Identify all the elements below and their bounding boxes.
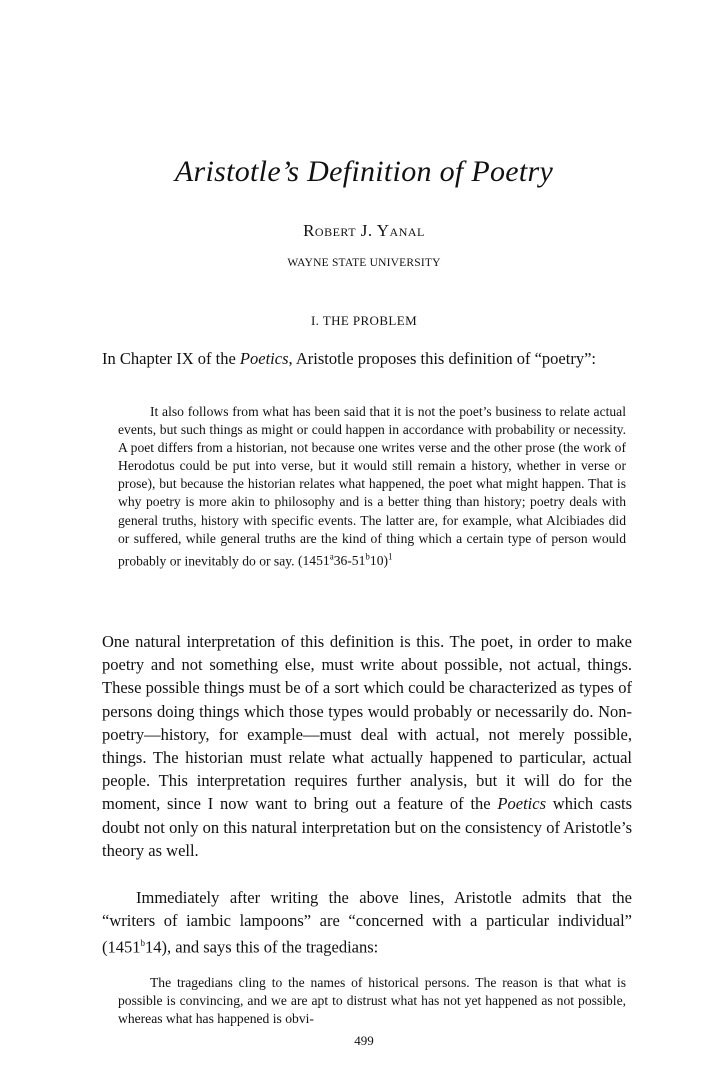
section-heading: I. THE PROBLEM — [310, 313, 418, 328]
footnote-marker: 1 — [388, 551, 393, 562]
article-author: Robert J. Yanal — [303, 221, 425, 240]
poetics-title: Poetics — [497, 794, 546, 814]
article-title: Aristotle’s Definition of Poetry — [174, 155, 554, 188]
intro-paragraph — [102, 347, 632, 370]
citation: $(1451^a36-51^b10)^1$ — [297, 551, 393, 569]
body-paragraph-interpretation: One natural interpretation of this definition is this. The poet, in order to make poetry and not something else, must write about possible, not actual, things. These possible things must be of a sort which could be characterized as types of persons doing things which those types would probably or necessarily do. Non-poetry—history, for example—must deal with actual, not merely possible, things. The historian must relate what actually happened to particular, actual people. This interpretation requires further analysis, but it will do for the moment, since I now want to bring out a feature of the Poetics which casts doubt not only on this natural interpretation but on the consistency of Aristotle’s theory as well. — [102, 632, 632, 860]
page-number: 499 — [354, 1033, 374, 1048]
block-quote-poetics — [118, 403, 626, 570]
intro-text-end: , Aristotle proposes this definition of “poetry”: — [288, 349, 596, 368]
block-quote-tragedians: The tragedians cling to the names of historical persons. The reason is that what is possible is convincing, and we are apt to distrust what has not yet happened as not possible, whereas what has happened is obvi- — [118, 975, 626, 1027]
intro-text: In Chapter IX of the — [102, 349, 240, 368]
author-affiliation: WAYNE STATE UNIVERSITY — [287, 257, 441, 269]
poetics-title: Poetics — [239, 349, 289, 368]
body-paragraph-lampoons: Immediately after writing the above lines, Aristotle admits that the “writers of iambic lampoons” are “concerned with a particular individual” (1451$^b$14), and says this of the tragedians: — [102, 888, 632, 957]
quote-text: It also follows from what has been said that it is not the poet’s business to relate actual events, but such things as might or could happen in accordance with probability or necessity. A poet differs from a historian, not because one writes verse and the other prose (the work of Herodotus could be put into verse, but it would still remain a history, whether in verse or prose), but because the historian relates what happened, the poet what might happen. That is why poetry is more akin to philosophy and is a better thing than history; poetry deals with general truths, history with specific events. The latter are, for example, what Alcibiades did or suffered, while general truths are the kind of thing which a certain type of person would probably or inevitably do or say. — [118, 404, 626, 569]
